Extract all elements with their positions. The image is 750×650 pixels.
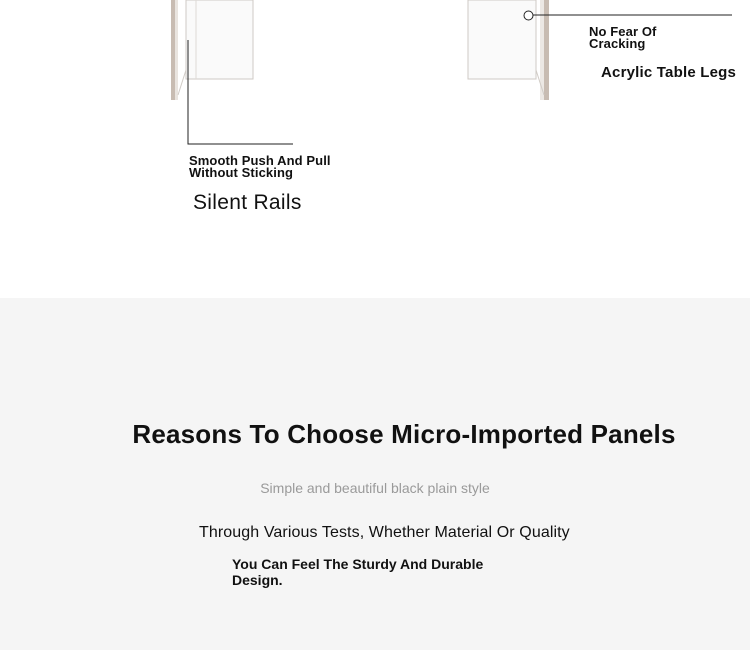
- reasons-subtitle: Simple and beautiful black plain style: [260, 480, 490, 496]
- rail-edge-inner: [175, 0, 178, 100]
- rails-title: Silent Rails: [193, 191, 302, 214]
- legs-callout-dot: [524, 11, 533, 20]
- rail-illustration: [171, 0, 253, 100]
- rails-note-line-2: Without Sticking: [189, 165, 294, 180]
- reasons-section: [0, 298, 750, 650]
- rail-edge-left: [171, 0, 175, 100]
- reasons-heading: Reasons To Choose Micro-Imported Panels: [132, 419, 676, 449]
- rails-note-line-1: Smooth Push And Pull: [189, 153, 331, 168]
- legs-note-line-2: Cracking: [589, 36, 646, 51]
- rail-diagonal: [178, 70, 186, 95]
- legs-note-line-1: No Fear Of: [589, 24, 657, 39]
- legs-note: [589, 26, 656, 50]
- rails-note: [189, 155, 331, 179]
- reasons-description-1: Through Various Tests, Whether Material Or Quality: [199, 524, 570, 541]
- product-feature-section: [0, 0, 750, 298]
- legs-title: Acrylic Table Legs: [601, 64, 737, 81]
- reasons-description-2: You Can Feel The Sturdy And Durable Design.: [232, 556, 484, 588]
